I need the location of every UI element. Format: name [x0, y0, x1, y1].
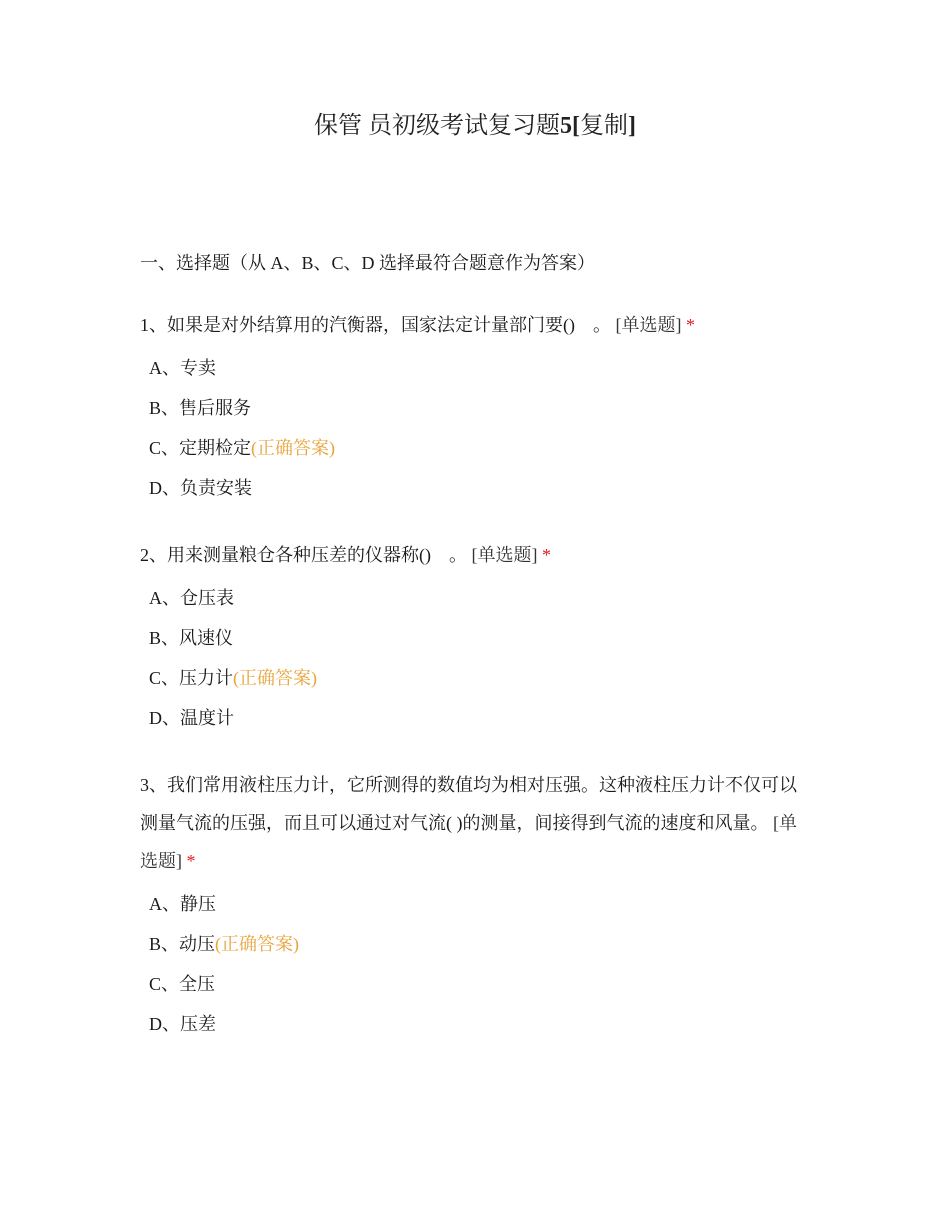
option-label: A、静压: [149, 894, 216, 914]
option-b[interactable]: [149, 618, 810, 658]
question-stem: [140, 766, 810, 880]
option-b[interactable]: [149, 924, 810, 964]
required-marker: *: [686, 315, 695, 335]
option-b[interactable]: [149, 388, 810, 428]
option-label: D、温度计: [149, 708, 234, 728]
option-c[interactable]: [149, 658, 810, 698]
question-stem: [140, 536, 810, 574]
option-c[interactable]: [149, 428, 810, 468]
correct-answer-mark: (正确答案): [215, 934, 300, 954]
option-a[interactable]: [149, 578, 810, 618]
question-text: 3、我们常用液柱压力计，它所测得的数值均为相对压强。这种液柱压力计不仅可以测量气流的压强，而且可以通过对气流( )的测量，间接得到气流的速度和风量。: [140, 775, 797, 833]
question-2: [140, 536, 810, 738]
option-label: C、全压: [149, 974, 216, 994]
option-label: B、风速仪: [149, 628, 234, 648]
option-d[interactable]: [149, 1004, 810, 1044]
option-a[interactable]: [149, 884, 810, 924]
question-type-label: [单选题]: [471, 545, 538, 565]
option-d[interactable]: [149, 698, 810, 738]
question-text: 2、用来测量粮仓各种压差的仪器称() 。: [140, 545, 467, 565]
question-stem: [140, 306, 810, 344]
question-1: [140, 306, 810, 508]
correct-answer-mark: (正确答案): [251, 438, 336, 458]
title-number: 5[: [560, 113, 580, 139]
option-label: D、压差: [149, 1014, 216, 1034]
required-marker: *: [542, 545, 551, 565]
option-label: C、定期检定: [149, 438, 252, 458]
option-label: C、压力计: [149, 668, 234, 688]
option-label: A、专卖: [149, 358, 216, 378]
option-label: B、动压: [149, 934, 216, 954]
option-label: A、仓压表: [149, 588, 234, 608]
option-list: [140, 578, 810, 738]
title-copy-tag: 复制: [580, 113, 628, 139]
page-title: [0, 108, 950, 144]
option-list: [140, 348, 810, 508]
option-label: D、负责安装: [149, 478, 252, 498]
option-label: B、售后服务: [149, 398, 252, 418]
question-text: 1、如果是对外结算用的汽衡器，国家法定计量部门要() 。: [140, 315, 611, 335]
option-a[interactable]: [149, 348, 810, 388]
option-c[interactable]: [149, 964, 810, 1004]
question-type-label: [单选题]: [140, 813, 797, 871]
title-main: 保管 员初级考试复习题: [314, 113, 560, 139]
correct-answer-mark: (正确答案): [233, 668, 318, 688]
questionnaire-content: [140, 247, 810, 1072]
title-bracket-close: ]: [628, 113, 636, 139]
option-d[interactable]: [149, 468, 810, 508]
section-heading: 一、选择题（从 A、B、C、D 选择最符合题意作为答案）: [140, 253, 596, 273]
question-type-label: [单选题]: [615, 315, 682, 335]
required-marker: *: [186, 851, 196, 871]
question-3: [140, 766, 810, 1044]
option-list: [140, 884, 810, 1044]
